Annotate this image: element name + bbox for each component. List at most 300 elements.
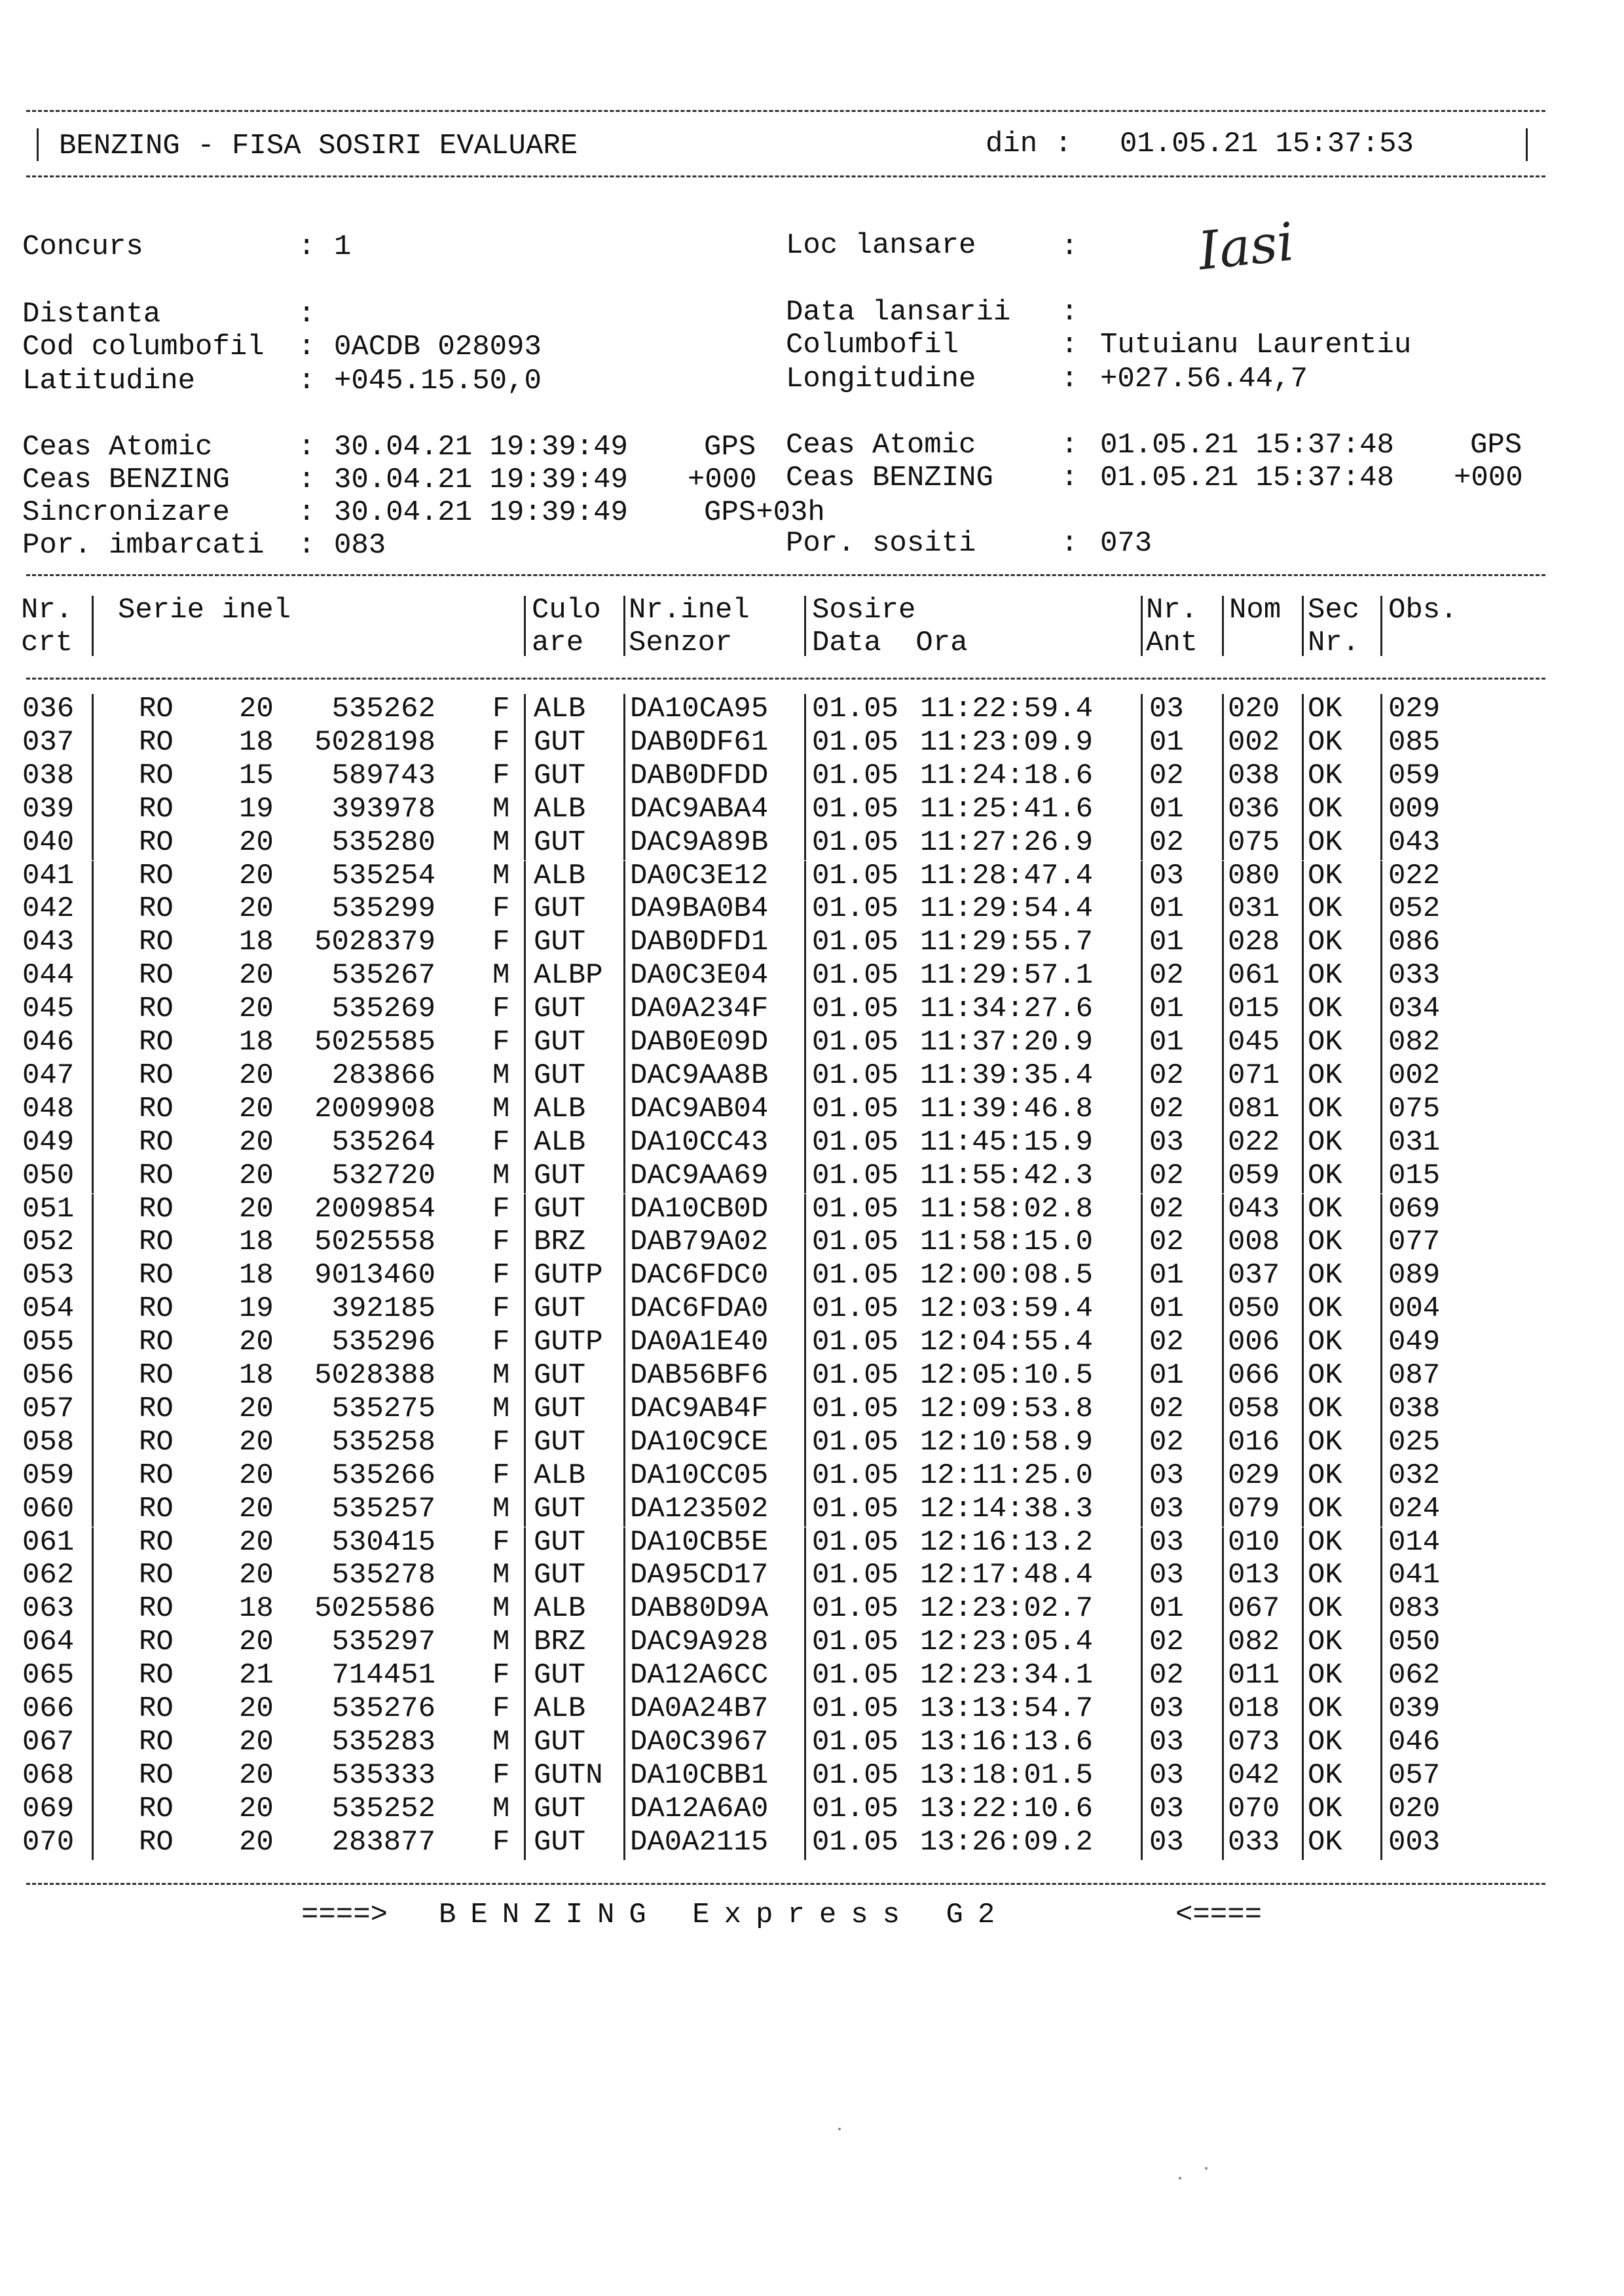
column-separator bbox=[1380, 1427, 1382, 1461]
cell-date: 01.05 bbox=[812, 1059, 899, 1092]
column-separator bbox=[804, 1227, 806, 1260]
cell-nom: 061 bbox=[1228, 959, 1280, 993]
cell-ant: 02 bbox=[1149, 1092, 1184, 1125]
cell-country: RO bbox=[139, 1326, 174, 1359]
cell-ant: 03 bbox=[1149, 1492, 1184, 1525]
cell-sex: F bbox=[492, 1292, 510, 1326]
column-separator bbox=[92, 1061, 94, 1094]
cell-ring: 530415 bbox=[331, 1525, 435, 1559]
column-separator bbox=[524, 1594, 526, 1627]
cell-sec: OK bbox=[1308, 1259, 1342, 1292]
cell-obs: 077 bbox=[1388, 1226, 1441, 1259]
cell-nr: 048 bbox=[22, 1092, 75, 1125]
column-separator bbox=[1380, 1494, 1382, 1527]
cell-sensor: DA95CD17 bbox=[630, 1559, 769, 1592]
cell-date: 01.05 bbox=[812, 1425, 899, 1459]
cell-year: 20 bbox=[239, 1425, 274, 1459]
column-separator bbox=[92, 1594, 94, 1627]
cell-nr: 064 bbox=[22, 1626, 75, 1659]
hdr-sep-1 bbox=[92, 596, 94, 656]
cell-sex: M bbox=[492, 1359, 510, 1392]
column-separator bbox=[1302, 1094, 1304, 1127]
cell-obs: 034 bbox=[1388, 993, 1441, 1026]
cell-year: 19 bbox=[239, 1292, 274, 1326]
cell-nom: 018 bbox=[1228, 1692, 1280, 1725]
column-separator bbox=[804, 761, 806, 794]
cell-year: 20 bbox=[239, 892, 274, 926]
cell-country: RO bbox=[139, 1492, 174, 1525]
hdr-sep-3 bbox=[623, 596, 625, 656]
ceas-atomic-right-suffix: GPS bbox=[1470, 429, 1522, 462]
cell-country: RO bbox=[139, 1626, 174, 1659]
column-separator bbox=[524, 1094, 526, 1127]
cell-sensor: DA0A2115 bbox=[630, 1825, 769, 1859]
hdr-sep-8 bbox=[1380, 596, 1382, 656]
data-lansarii-label: Data lansarii bbox=[786, 296, 1011, 329]
column-separator bbox=[524, 1560, 526, 1594]
column-separator bbox=[804, 1527, 806, 1561]
cell-ring: 714451 bbox=[331, 1659, 435, 1692]
cell-date: 01.05 bbox=[812, 1525, 899, 1559]
distanta-colon: : bbox=[298, 298, 316, 331]
cell-ant: 01 bbox=[1149, 892, 1184, 926]
cell-country: RO bbox=[139, 959, 174, 993]
ceas-benzing-left-label: Ceas BENZING bbox=[22, 464, 230, 496]
cell-obs: 022 bbox=[1388, 859, 1441, 892]
cell-sex: M bbox=[492, 1159, 510, 1192]
col-sosire-header-2: Data Ora bbox=[812, 627, 968, 659]
report-title: BENZING - FISA SOSIRI EVALUARE bbox=[59, 130, 578, 162]
column-separator bbox=[623, 1727, 625, 1760]
ceas-benzing-left-value: 30.04.21 19:39:49 bbox=[334, 464, 628, 496]
ceas-atomic-left-label: Ceas Atomic bbox=[22, 431, 213, 464]
cell-sex: M bbox=[492, 1492, 510, 1525]
column-separator bbox=[804, 1660, 806, 1694]
column-separator bbox=[623, 1161, 625, 1194]
cell-date: 01.05 bbox=[812, 1725, 899, 1758]
column-separator bbox=[1222, 994, 1224, 1027]
cell-sensor: DA10CC05 bbox=[630, 1459, 769, 1492]
cell-time: 11:58:02.8 bbox=[920, 1192, 1094, 1226]
column-separator bbox=[623, 1427, 625, 1461]
cell-ring: 535333 bbox=[331, 1758, 435, 1792]
cell-ring: 535266 bbox=[331, 1459, 435, 1492]
column-separator bbox=[623, 1494, 625, 1527]
column-separator bbox=[524, 1161, 526, 1194]
cell-year: 20 bbox=[239, 1392, 274, 1425]
hdr-sep-7 bbox=[1302, 596, 1304, 656]
cell-country: RO bbox=[139, 1525, 174, 1559]
column-separator bbox=[1222, 1461, 1224, 1494]
column-separator bbox=[524, 694, 526, 727]
cell-obs: 038 bbox=[1388, 1392, 1441, 1425]
cell-year: 20 bbox=[239, 1492, 274, 1525]
cell-date: 01.05 bbox=[812, 1659, 899, 1692]
cell-time: 11:37:20.9 bbox=[920, 1026, 1094, 1059]
cell-color: GUT bbox=[534, 1192, 586, 1226]
column-separator bbox=[623, 1194, 625, 1228]
column-separator bbox=[92, 1760, 94, 1794]
cell-time: 11:39:46.8 bbox=[920, 1092, 1094, 1125]
cell-sec: OK bbox=[1308, 792, 1342, 826]
column-separator bbox=[1380, 1127, 1382, 1161]
loc-lansare-colon: : bbox=[1061, 230, 1079, 263]
cell-sex: M bbox=[492, 1092, 510, 1125]
cell-nom: 070 bbox=[1228, 1792, 1280, 1825]
column-separator bbox=[92, 1194, 94, 1228]
column-separator bbox=[1141, 927, 1143, 960]
column-separator bbox=[1141, 1727, 1143, 1760]
cell-sex: M bbox=[492, 1592, 510, 1626]
cell-ring: 535258 bbox=[331, 1425, 435, 1459]
cell-obs: 075 bbox=[1388, 1092, 1441, 1125]
cell-nr: 058 bbox=[22, 1425, 75, 1459]
cell-nr: 038 bbox=[22, 759, 75, 792]
cell-color: GUT bbox=[534, 1059, 586, 1092]
column-separator bbox=[1302, 1560, 1304, 1594]
column-separator bbox=[1222, 1061, 1224, 1094]
column-separator bbox=[1380, 761, 1382, 794]
column-separator bbox=[1380, 894, 1382, 927]
din-label: din : bbox=[986, 128, 1073, 160]
cell-nom: 006 bbox=[1228, 1326, 1280, 1359]
column-separator bbox=[92, 1494, 94, 1527]
footer-left-arrow: ====> bbox=[301, 1899, 388, 1931]
cell-obs: 057 bbox=[1388, 1758, 1441, 1792]
cell-sec: OK bbox=[1308, 1125, 1342, 1159]
cell-year: 20 bbox=[239, 1692, 274, 1725]
column-separator bbox=[804, 894, 806, 927]
column-separator bbox=[524, 1427, 526, 1461]
header-left-bar bbox=[37, 128, 39, 161]
column-separator bbox=[1380, 1794, 1382, 1827]
cell-color: GUT bbox=[534, 1559, 586, 1592]
cell-nr: 057 bbox=[22, 1392, 75, 1425]
column-separator bbox=[1222, 1827, 1224, 1861]
cell-color: GUT bbox=[534, 1159, 586, 1192]
cell-sex: M bbox=[492, 1059, 510, 1092]
cell-nom: 028 bbox=[1228, 926, 1280, 959]
column-separator bbox=[1302, 861, 1304, 894]
column-separator bbox=[623, 960, 625, 994]
column-separator bbox=[1302, 1694, 1304, 1727]
column-separator bbox=[1302, 1327, 1304, 1360]
sositi-colon: : bbox=[1061, 527, 1079, 560]
column-separator bbox=[92, 1394, 94, 1427]
col-nr-header-2: crt bbox=[21, 627, 73, 659]
cell-time: 11:27:26.9 bbox=[920, 826, 1094, 859]
cell-obs: 020 bbox=[1388, 1792, 1441, 1825]
cell-nom: 008 bbox=[1228, 1226, 1280, 1259]
cell-nr: 050 bbox=[22, 1159, 75, 1192]
column-separator bbox=[1380, 1627, 1382, 1660]
cell-sensor: DAC6FDA0 bbox=[630, 1292, 769, 1326]
cell-sex: F bbox=[492, 1326, 510, 1359]
column-separator bbox=[1141, 1794, 1143, 1827]
cell-nr: 045 bbox=[22, 993, 75, 1026]
cell-color: BRZ bbox=[534, 1226, 586, 1259]
column-separator bbox=[524, 1294, 526, 1327]
cell-nr: 052 bbox=[22, 1226, 75, 1259]
cell-obs: 033 bbox=[1388, 959, 1441, 993]
column-separator bbox=[1302, 894, 1304, 927]
cell-sex: M bbox=[492, 826, 510, 859]
cell-ant: 03 bbox=[1149, 859, 1184, 892]
cell-country: RO bbox=[139, 1459, 174, 1492]
cell-obs: 059 bbox=[1388, 759, 1441, 792]
column-separator bbox=[1141, 828, 1143, 861]
column-separator bbox=[623, 1594, 625, 1627]
column-separator bbox=[524, 1660, 526, 1694]
cell-nr: 040 bbox=[22, 826, 75, 859]
column-separator bbox=[524, 1061, 526, 1094]
column-separator bbox=[524, 1527, 526, 1561]
cell-color: GUTP bbox=[534, 1259, 603, 1292]
cell-ring: 535267 bbox=[331, 959, 435, 993]
cell-date: 01.05 bbox=[812, 1326, 899, 1359]
column-separator bbox=[1141, 1394, 1143, 1427]
table-top-rule bbox=[26, 574, 1545, 576]
column-separator bbox=[623, 1061, 625, 1094]
cell-country: RO bbox=[139, 1192, 174, 1226]
column-separator bbox=[524, 1027, 526, 1061]
cell-ring: 2009854 bbox=[314, 1192, 435, 1226]
cell-ring: 532720 bbox=[331, 1159, 435, 1192]
cell-sec: OK bbox=[1308, 1792, 1342, 1825]
cell-sec: OK bbox=[1308, 1226, 1342, 1259]
cell-sec: OK bbox=[1308, 725, 1342, 759]
cod-columbofil-label: Cod columbofil bbox=[22, 331, 265, 363]
columbofil-colon: : bbox=[1061, 329, 1079, 361]
cod-columbofil-value: 0ACDB 028093 bbox=[334, 331, 542, 363]
cell-sex: F bbox=[492, 1525, 510, 1559]
column-separator bbox=[92, 1827, 94, 1861]
cell-ant: 02 bbox=[1149, 1626, 1184, 1659]
cell-nom: 080 bbox=[1228, 859, 1280, 892]
column-separator bbox=[1222, 861, 1224, 894]
column-separator bbox=[92, 1694, 94, 1727]
table-header-rule bbox=[26, 678, 1545, 680]
cell-sec: OK bbox=[1308, 1092, 1342, 1125]
column-separator bbox=[1222, 1560, 1224, 1594]
column-separator bbox=[1380, 727, 1382, 761]
cell-country: RO bbox=[139, 759, 174, 792]
cell-year: 18 bbox=[239, 1026, 274, 1059]
column-separator bbox=[623, 761, 625, 794]
cell-date: 01.05 bbox=[812, 1359, 899, 1392]
column-separator bbox=[92, 1627, 94, 1660]
column-separator bbox=[623, 828, 625, 861]
cell-date: 01.05 bbox=[812, 759, 899, 792]
cell-ring: 535280 bbox=[331, 826, 435, 859]
cell-nom: 058 bbox=[1228, 1392, 1280, 1425]
column-separator bbox=[804, 1027, 806, 1061]
cell-country: RO bbox=[139, 1292, 174, 1326]
column-separator bbox=[1380, 1394, 1382, 1427]
cell-ring: 535296 bbox=[331, 1326, 435, 1359]
cell-time: 11:29:54.4 bbox=[920, 892, 1094, 926]
cell-nr: 060 bbox=[22, 1492, 75, 1525]
cell-year: 18 bbox=[239, 1592, 274, 1626]
cell-ring: 535252 bbox=[331, 1792, 435, 1825]
imbarcati-colon: : bbox=[298, 529, 316, 562]
cell-color: ALB bbox=[534, 1592, 586, 1626]
footer-right-arrow: <==== bbox=[1175, 1899, 1263, 1931]
cell-ring: 535275 bbox=[331, 1392, 435, 1425]
column-separator bbox=[92, 1461, 94, 1494]
col-culoare-header-1: Culo bbox=[532, 594, 601, 627]
cell-ant: 01 bbox=[1149, 1359, 1184, 1392]
ceas-atomic-left-suffix: GPS bbox=[704, 431, 756, 464]
cell-ant: 01 bbox=[1149, 1592, 1184, 1626]
column-separator bbox=[1380, 1461, 1382, 1494]
ceas-benzing-right-colon: : bbox=[1061, 462, 1079, 494]
column-separator bbox=[1141, 1360, 1143, 1394]
cell-color: GUT bbox=[534, 892, 586, 926]
cell-obs: 029 bbox=[1388, 693, 1441, 725]
cell-color: GUT bbox=[534, 1425, 586, 1459]
cell-time: 11:24:18.6 bbox=[920, 759, 1094, 792]
col-senzor-header-2: Senzor bbox=[629, 627, 733, 659]
column-separator bbox=[804, 1461, 806, 1494]
column-separator bbox=[524, 1127, 526, 1161]
cell-country: RO bbox=[139, 1159, 174, 1192]
column-separator bbox=[804, 1827, 806, 1861]
column-separator bbox=[1302, 927, 1304, 960]
cell-ring: 589743 bbox=[331, 759, 435, 792]
cell-nr: 068 bbox=[22, 1758, 75, 1792]
column-separator bbox=[804, 1560, 806, 1594]
column-separator bbox=[1141, 1827, 1143, 1861]
cell-date: 01.05 bbox=[812, 826, 899, 859]
column-separator bbox=[524, 994, 526, 1027]
cell-sex: M bbox=[492, 1792, 510, 1825]
column-separator bbox=[1222, 927, 1224, 960]
cell-nom: 029 bbox=[1228, 1459, 1280, 1492]
cell-country: RO bbox=[139, 1359, 174, 1392]
cell-country: RO bbox=[139, 826, 174, 859]
cell-sec: OK bbox=[1308, 1626, 1342, 1659]
column-separator bbox=[623, 1260, 625, 1294]
cell-sensor: DAC9A89B bbox=[630, 826, 769, 859]
column-separator bbox=[1141, 1294, 1143, 1327]
cell-obs: 082 bbox=[1388, 1026, 1441, 1059]
cell-sensor: DA0C3967 bbox=[630, 1725, 769, 1758]
cell-year: 21 bbox=[239, 1659, 274, 1692]
concurs-label: Concurs bbox=[22, 230, 143, 263]
column-separator bbox=[92, 1360, 94, 1394]
column-separator bbox=[92, 1794, 94, 1827]
cell-ring: 535257 bbox=[331, 1492, 435, 1525]
column-separator bbox=[1222, 727, 1224, 761]
column-separator bbox=[1141, 1660, 1143, 1694]
cell-nr: 047 bbox=[22, 1059, 75, 1092]
cell-ant: 01 bbox=[1149, 725, 1184, 759]
cell-sensor: DAB80D9A bbox=[630, 1592, 769, 1626]
column-separator bbox=[1141, 1094, 1143, 1127]
cell-nr: 049 bbox=[22, 1125, 75, 1159]
cell-ring: 5025558 bbox=[314, 1226, 435, 1259]
cell-year: 20 bbox=[239, 1758, 274, 1792]
column-separator bbox=[623, 1461, 625, 1494]
sincronizare-colon: : bbox=[298, 496, 316, 529]
column-separator bbox=[1222, 1360, 1224, 1394]
column-separator bbox=[804, 861, 806, 894]
column-separator bbox=[1302, 727, 1304, 761]
cell-sec: OK bbox=[1308, 826, 1342, 859]
cell-country: RO bbox=[139, 1392, 174, 1425]
column-separator bbox=[804, 1427, 806, 1461]
cell-nom: 036 bbox=[1228, 792, 1280, 826]
cell-sex: F bbox=[492, 1226, 510, 1259]
cell-sec: OK bbox=[1308, 1459, 1342, 1492]
data-lansarii-colon: : bbox=[1061, 296, 1079, 329]
cell-time: 12:03:59.4 bbox=[920, 1292, 1094, 1326]
cell-ring: 5028388 bbox=[314, 1359, 435, 1392]
column-separator bbox=[1222, 828, 1224, 861]
cell-sec: OK bbox=[1308, 926, 1342, 959]
column-separator bbox=[1222, 1594, 1224, 1627]
cell-ant: 01 bbox=[1149, 1259, 1184, 1292]
cell-obs: 031 bbox=[1388, 1125, 1441, 1159]
cell-country: RO bbox=[139, 993, 174, 1026]
column-separator bbox=[524, 927, 526, 960]
columbofil-label: Columbofil bbox=[786, 329, 959, 361]
column-separator bbox=[1380, 1560, 1382, 1594]
column-separator bbox=[1302, 1394, 1304, 1427]
column-separator bbox=[1141, 694, 1143, 727]
column-separator bbox=[1380, 828, 1382, 861]
cell-date: 01.05 bbox=[812, 1026, 899, 1059]
cell-color: GUT bbox=[534, 1725, 586, 1758]
cell-obs: 085 bbox=[1388, 725, 1441, 759]
cell-color: GUT bbox=[534, 1792, 586, 1825]
cell-ring: 283877 bbox=[331, 1825, 435, 1859]
column-separator bbox=[623, 861, 625, 894]
cell-time: 11:22:59.4 bbox=[920, 693, 1094, 725]
cell-nom: 002 bbox=[1228, 725, 1280, 759]
cell-sex: F bbox=[492, 759, 510, 792]
column-separator bbox=[804, 1260, 806, 1294]
cell-year: 20 bbox=[239, 1559, 274, 1592]
column-separator bbox=[1141, 1527, 1143, 1561]
cell-sec: OK bbox=[1308, 1159, 1342, 1192]
cell-color: ALB bbox=[534, 1125, 586, 1159]
cell-nom: 015 bbox=[1228, 993, 1280, 1026]
cell-sensor: DA0A234F bbox=[630, 993, 769, 1026]
cell-country: RO bbox=[139, 859, 174, 892]
cell-year: 20 bbox=[239, 826, 274, 859]
column-separator bbox=[1302, 1494, 1304, 1527]
column-separator bbox=[524, 1694, 526, 1727]
col-nom-header-1: Nom bbox=[1229, 594, 1282, 627]
cell-obs: 014 bbox=[1388, 1525, 1441, 1559]
cell-nom: 011 bbox=[1228, 1659, 1280, 1692]
cell-ant: 01 bbox=[1149, 993, 1184, 1026]
column-separator bbox=[1141, 761, 1143, 794]
column-separator bbox=[804, 828, 806, 861]
cell-time: 12:23:34.1 bbox=[920, 1659, 1094, 1692]
cell-obs: 050 bbox=[1388, 1626, 1441, 1659]
column-separator bbox=[623, 994, 625, 1027]
concurs-colon: : bbox=[298, 230, 316, 263]
cell-nom: 013 bbox=[1228, 1559, 1280, 1592]
cell-color: GUT bbox=[534, 1659, 586, 1692]
cell-time: 11:34:27.6 bbox=[920, 993, 1094, 1026]
column-separator bbox=[1302, 761, 1304, 794]
column-separator bbox=[92, 694, 94, 727]
column-separator bbox=[1222, 694, 1224, 727]
